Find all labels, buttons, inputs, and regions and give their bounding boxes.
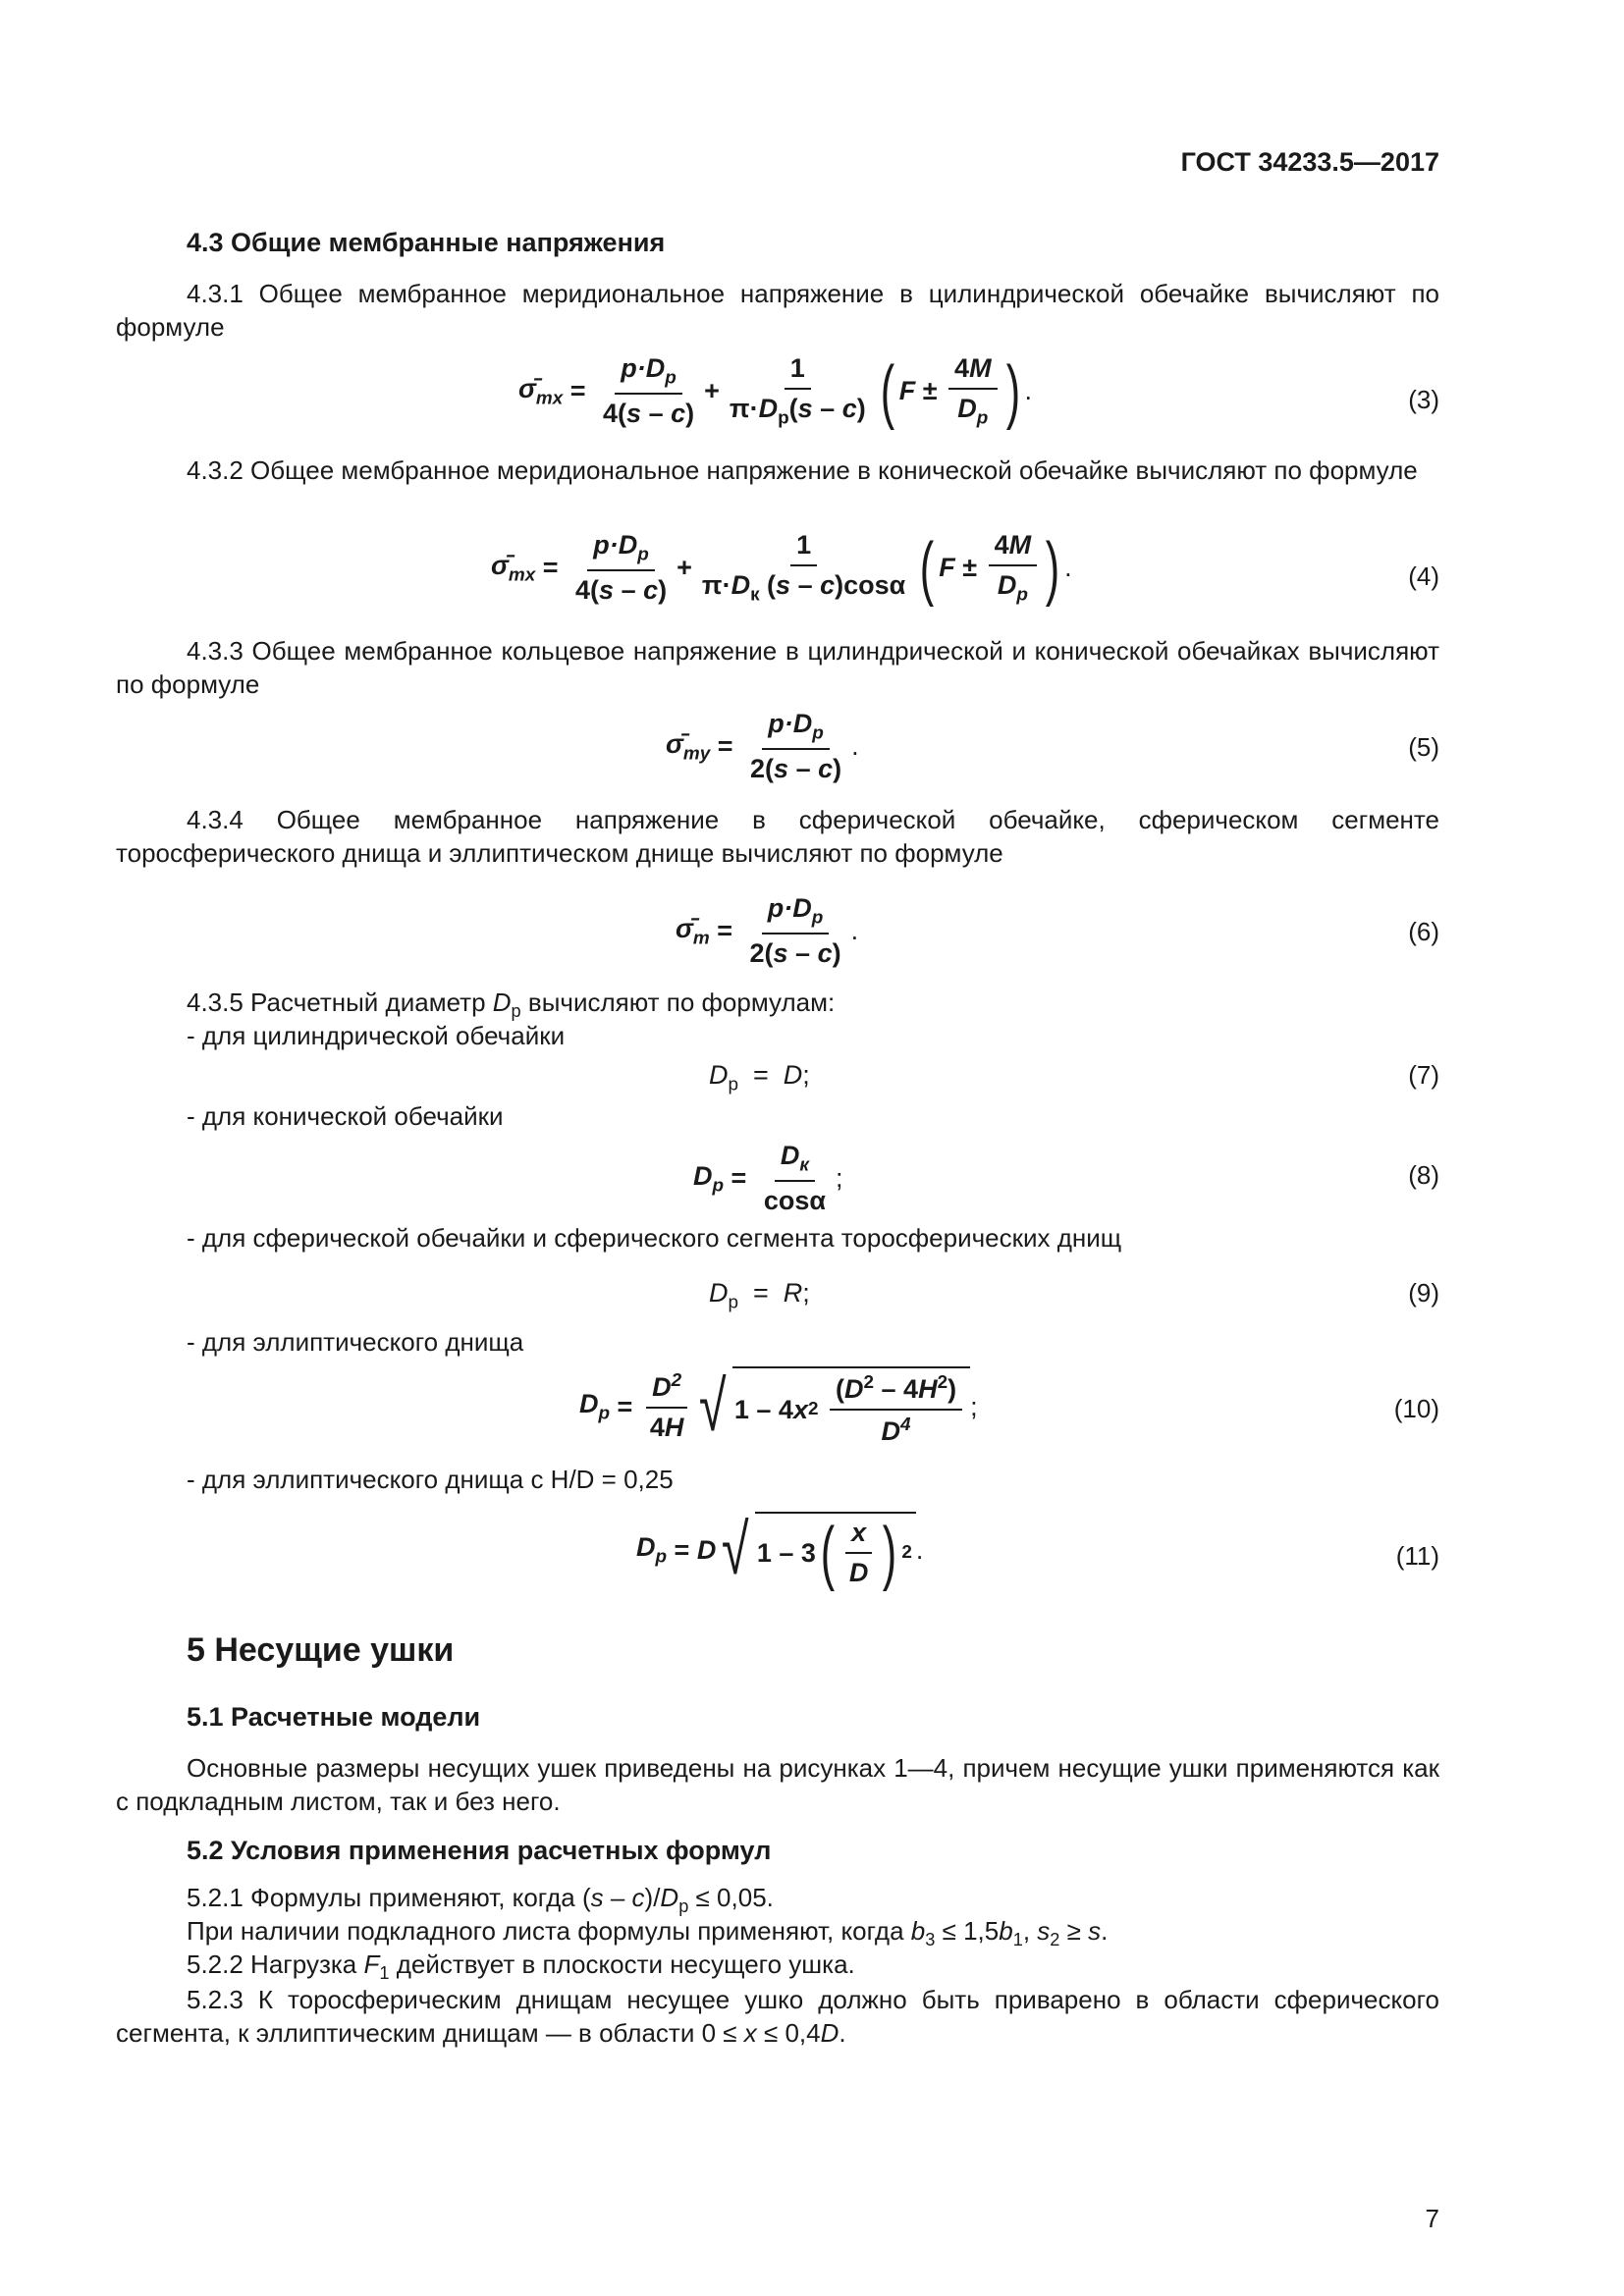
equation-11: $D_p$ = D √ 1 – 3 ( $\frac{x}{D}$ ) 2 . xyxy=(636,1511,924,1592)
p521-part3: ≤ 0,05. xyxy=(688,1883,774,1912)
equation-number-9: (9) xyxy=(1408,1278,1439,1308)
paragraph-4-3-5-part2: вычисляют по формулам: xyxy=(520,988,836,1017)
equation-3: $\sigmā_{mx}$ = $\frac{p\cdot D_p}{4(s - c)}$ + $\frac{1}{\pi\cdot D_p(s - c)}$ ( F ± $\frac{4M}{D_p}$ ) . xyxy=(518,351,1033,431)
equation-number-6: (6) xyxy=(1408,917,1439,946)
p521-part1: 5.2.1 Формулы применяют, когда ( xyxy=(187,1883,591,1912)
equation-6: $\sigmā_m$ = $\frac{p\cdot D_p}{2(s - c)}$ . xyxy=(676,893,859,969)
equation-number-5: (5) xyxy=(1408,732,1439,762)
section-title-5-2: 5.2 Условия применения расчетных формул xyxy=(187,1836,772,1865)
equation-10: $D_p$ = $\frac{D^2}{4H}$ √ 1 – 4 x 2 $\frac{(D^2 - 4H^2)}{D^4}$ ; xyxy=(579,1367,978,1446)
list-item-elliptical: - для эллиптического днища xyxy=(187,1327,524,1357)
p523-part2: ≤ 0,4 xyxy=(756,2018,821,2048)
equation-number-4: (4) xyxy=(1408,561,1439,591)
section-title-5: 5 Несущие ушки xyxy=(187,1631,455,1669)
paragraph-5-2-1: 5.2.1 Формулы применяют, когда $(s - c)/D_p \le 0,05$. xyxy=(187,1883,774,1917)
equation-7: $D_p = D$; xyxy=(709,1060,810,1095)
p522-part1: 5.2.2 Нагрузка xyxy=(187,1949,364,1979)
paragraph-4-3-4: 4.3.4 Общее мембранное напряжение в сферической обечайке, сферическом сегменте торосферического днища и эллиптическом днище вычисляют по формуле xyxy=(116,805,1439,868)
equation-4: $\sigmā_{mx}$ = $\frac{p\cdot D_p}{4(s - c)}$ + $\frac{1}{\pi\cdot D_к (s - c)\cos\alpha}$ ( F ± $\frac{4M}{D_p}$ ) . xyxy=(491,528,1072,608)
paragraph-5-1: Основные размеры несущих ушек приведены на рисунках 1—4, причем несущие ушки применяются как с подкладным листом, так и без него. xyxy=(116,1753,1439,1816)
equation-number-10: (10) xyxy=(1393,1394,1439,1423)
document-header: ГОСТ 34233.5—2017 xyxy=(1180,147,1439,177)
list-item-conical: - для конической обечайки xyxy=(187,1101,504,1131)
section-title-4-3: 4.3 Общие мембранные напряжения xyxy=(187,228,666,257)
p521-part2: )/ xyxy=(644,1883,661,1912)
equation-number-7: (7) xyxy=(1408,1060,1439,1090)
p521-line2-part2: ≤ 1,5 xyxy=(935,1916,1000,1946)
p521-line2-part3: , xyxy=(1022,1916,1038,1946)
equation-8: $D_p$ = $\frac{D_к}{\cos\alpha}$ ; xyxy=(693,1141,843,1216)
paragraph-4-3-5-part1: 4.3.5 Расчетный диаметр xyxy=(187,988,493,1017)
list-item-elliptical-025: - для эллиптического днища с H/D = 0,25 xyxy=(187,1465,674,1494)
equation-number-3: (3) xyxy=(1408,385,1439,414)
p521-line2-part4: ≥ xyxy=(1059,1916,1089,1946)
p522-part2: действует в плоскости несущего ушка. xyxy=(389,1949,855,1979)
page-number: 7 xyxy=(1425,2204,1439,2233)
list-item-cylindrical: - для цилиндрической обечайки xyxy=(187,1021,566,1050)
list-item-spherical: - для сферической обечайки и сферического сегмента торосферических днищ xyxy=(187,1223,1122,1253)
p521-line2-part5: . xyxy=(1101,1916,1109,1946)
p523-part3: . xyxy=(839,2018,846,2048)
equation-number-11: (11) xyxy=(1395,1541,1439,1571)
paragraph-4-3-3: 4.3.3 Общее мембранное кольцевое напряжение в цилиндрической и конической обечайках вычисляют по формуле xyxy=(116,636,1439,699)
paragraph-5-2-1-line2: При наличии подкладного листа формулы применяют, когда $b_3 \le 1,5b_1$, $s_2 \ge s$. xyxy=(187,1916,1109,1950)
paragraph-4-3-1: 4.3.1 Общее мембранное меридиональное напряжение в цилиндрической обечайке вычисляют по формуле xyxy=(116,279,1439,342)
equation-5: $\sigmā_{my}$ = $\frac{p\cdot D_p}{2(s - c)}$ . xyxy=(666,709,859,784)
equation-9: $D_p = R$; xyxy=(709,1278,810,1313)
section-title-5-1: 5.1 Расчетные модели xyxy=(187,1702,481,1732)
paragraph-4-3-5: 4.3.5 Расчетный диаметр $D_p$ вычисляют по формулам: xyxy=(187,988,836,1022)
p523-part1: 5.2.3 К торосферическим днищам несущее ушко должно быть приварено в области сферического сегмента, к эллиптическим днищам — в области 0 ≤ xyxy=(116,1985,1439,2048)
equation-number-8: (8) xyxy=(1408,1160,1439,1190)
paragraph-5-2-2: 5.2.2 Нагрузка $F_1$ действует в плоскости несущего ушка. xyxy=(187,1949,855,1984)
paragraph-4-3-2: 4.3.2 Общее мембранное меридиональное напряжение в конической обечайке вычисляют по формуле xyxy=(187,455,1418,485)
paragraph-5-2-3: 5.2.3 К торосферическим днищам несущее ушко должно быть приварено в области сферического сегмента, к эллиптическим днищам — в области 0 ≤ x ≤ 0,4D. xyxy=(116,1985,1439,2048)
p521-line2-part1: При наличии подкладного листа формулы применяют, когда xyxy=(187,1916,911,1946)
